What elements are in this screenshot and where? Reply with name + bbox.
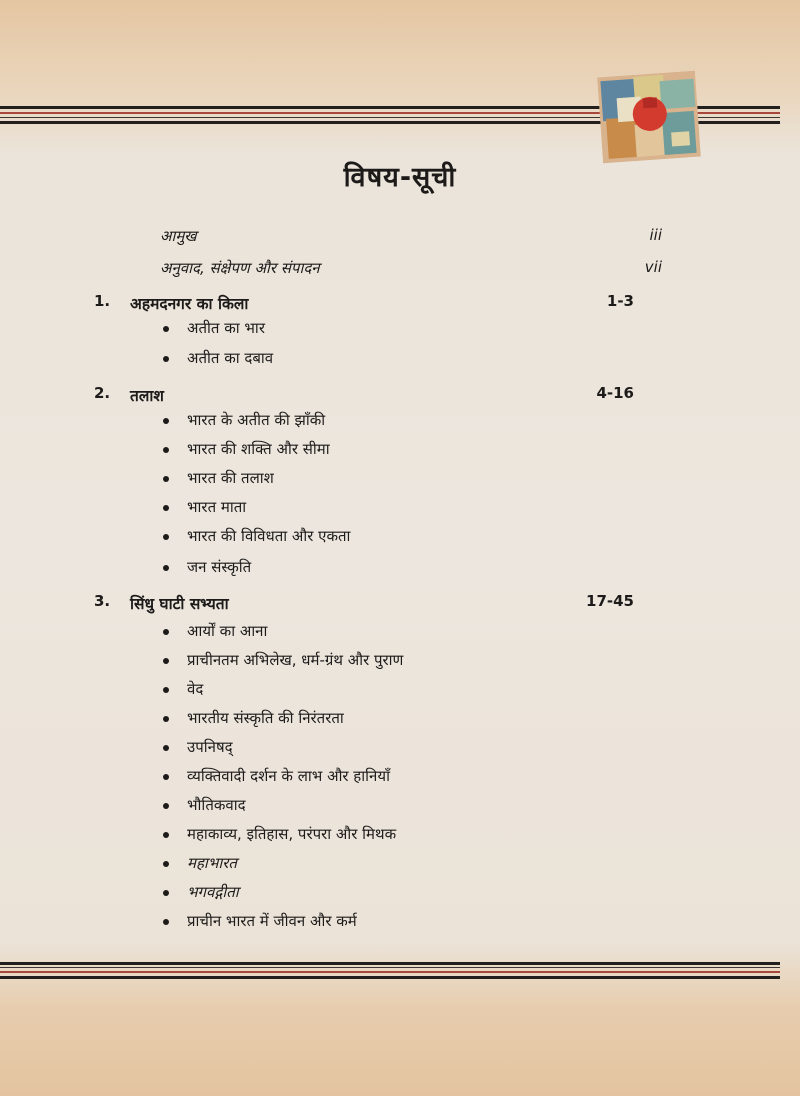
section-item-row	[0, 708, 800, 734]
section-item-row	[0, 621, 800, 647]
front-matter-page: iii	[649, 226, 662, 244]
chapter-number: 1.	[94, 292, 111, 310]
front-matter-label: आमुख	[160, 227, 197, 245]
section-item-label: आर्यों का आना	[187, 622, 268, 640]
section-item-label: प्राचीन भारत में जीवन और कर्म	[187, 912, 357, 930]
section-item-label: उपनिषद्	[187, 738, 233, 756]
chapter-title: सिंधु घाटी सभ्यता	[130, 595, 229, 613]
section-item-label: वेद	[187, 680, 204, 698]
section-item-row	[0, 824, 800, 850]
section-item-label: प्राचीनतम अभिलेख, धर्म-ग्रंथ और पुराण	[187, 651, 404, 669]
front-matter-label: अनुवाद, संक्षेपण और संपादन	[160, 259, 320, 277]
section-item-label: महाकाव्य, इतिहास, परंपरा और मिथक	[187, 825, 397, 843]
bullet-icon	[163, 476, 169, 482]
section-item-label: भारत की शक्ति और सीमा	[187, 440, 330, 458]
bottom-border-rule	[0, 960, 780, 982]
chapter-title: अहमदनगर का किला	[130, 295, 249, 313]
section-item-label: भारतीय संस्कृति की निरंतरता	[187, 709, 344, 727]
bullet-icon	[163, 745, 169, 751]
section-item-label: भगवद्गीता	[187, 883, 239, 901]
front-matter-page: vii	[644, 258, 662, 276]
chapter-number: 3.	[94, 592, 111, 610]
chapter-heading-row	[0, 292, 800, 318]
section-item-row	[0, 497, 800, 523]
bullet-icon	[163, 716, 169, 722]
section-item-label: भारत के अतीत की झाँकी	[187, 411, 326, 429]
chapter-page-range: 4-16	[596, 384, 634, 402]
section-item-row	[0, 679, 800, 705]
bullet-icon	[163, 861, 169, 867]
chapter-page-range: 1-3	[606, 292, 634, 310]
section-item-label: व्यक्तिवादी दर्शन के लाभ और हानियाँ	[187, 767, 390, 785]
section-item-label: महाभारत	[187, 854, 237, 872]
bullet-icon	[163, 565, 169, 571]
section-item-row	[0, 348, 800, 374]
section-item-row	[0, 650, 800, 676]
section-item-row	[0, 795, 800, 821]
section-item-row	[0, 853, 800, 879]
section-item-row	[0, 468, 800, 494]
section-item-row	[0, 557, 800, 583]
section-item-label: भारत की तलाश	[187, 469, 274, 487]
section-item-row	[0, 911, 800, 937]
section-item-label: जन संस्कृति	[187, 558, 252, 576]
page-title: विषय-सूची	[343, 162, 457, 193]
bullet-icon	[163, 356, 169, 362]
chapter-number: 2.	[94, 384, 111, 402]
section-item-label: भारत की विविधता और एकता	[187, 527, 351, 545]
chapter-heading-row	[0, 384, 800, 410]
front-matter-row	[0, 258, 800, 284]
section-item-label: अतीत का दबाव	[187, 349, 274, 367]
bullet-icon	[163, 919, 169, 925]
section-item-row	[0, 526, 800, 552]
section-item-label: भौतिकवाद	[187, 796, 246, 814]
bullet-icon	[163, 629, 169, 635]
section-item-label: अतीत का भार	[187, 319, 265, 337]
bullet-icon	[163, 326, 169, 332]
bullet-icon	[163, 687, 169, 693]
bullet-icon	[163, 534, 169, 540]
section-item-label: भारत माता	[187, 498, 247, 516]
bullet-icon	[163, 774, 169, 780]
section-item-row	[0, 882, 800, 908]
bullet-icon	[163, 803, 169, 809]
chapter-page-range: 17-45	[586, 592, 634, 610]
section-item-row	[0, 737, 800, 763]
bullet-icon	[163, 832, 169, 838]
bullet-icon	[163, 418, 169, 424]
section-item-row	[0, 410, 800, 436]
section-item-row	[0, 766, 800, 792]
section-item-row	[0, 318, 800, 344]
bullet-icon	[163, 658, 169, 664]
bullet-icon	[163, 447, 169, 453]
chapter-heading-row	[0, 592, 800, 618]
section-item-row	[0, 439, 800, 465]
bullet-icon	[163, 505, 169, 511]
bullet-icon	[163, 890, 169, 896]
decorative-collage-icon	[597, 71, 701, 164]
chapter-title: तलाश	[130, 387, 164, 405]
front-matter-row	[0, 226, 800, 252]
